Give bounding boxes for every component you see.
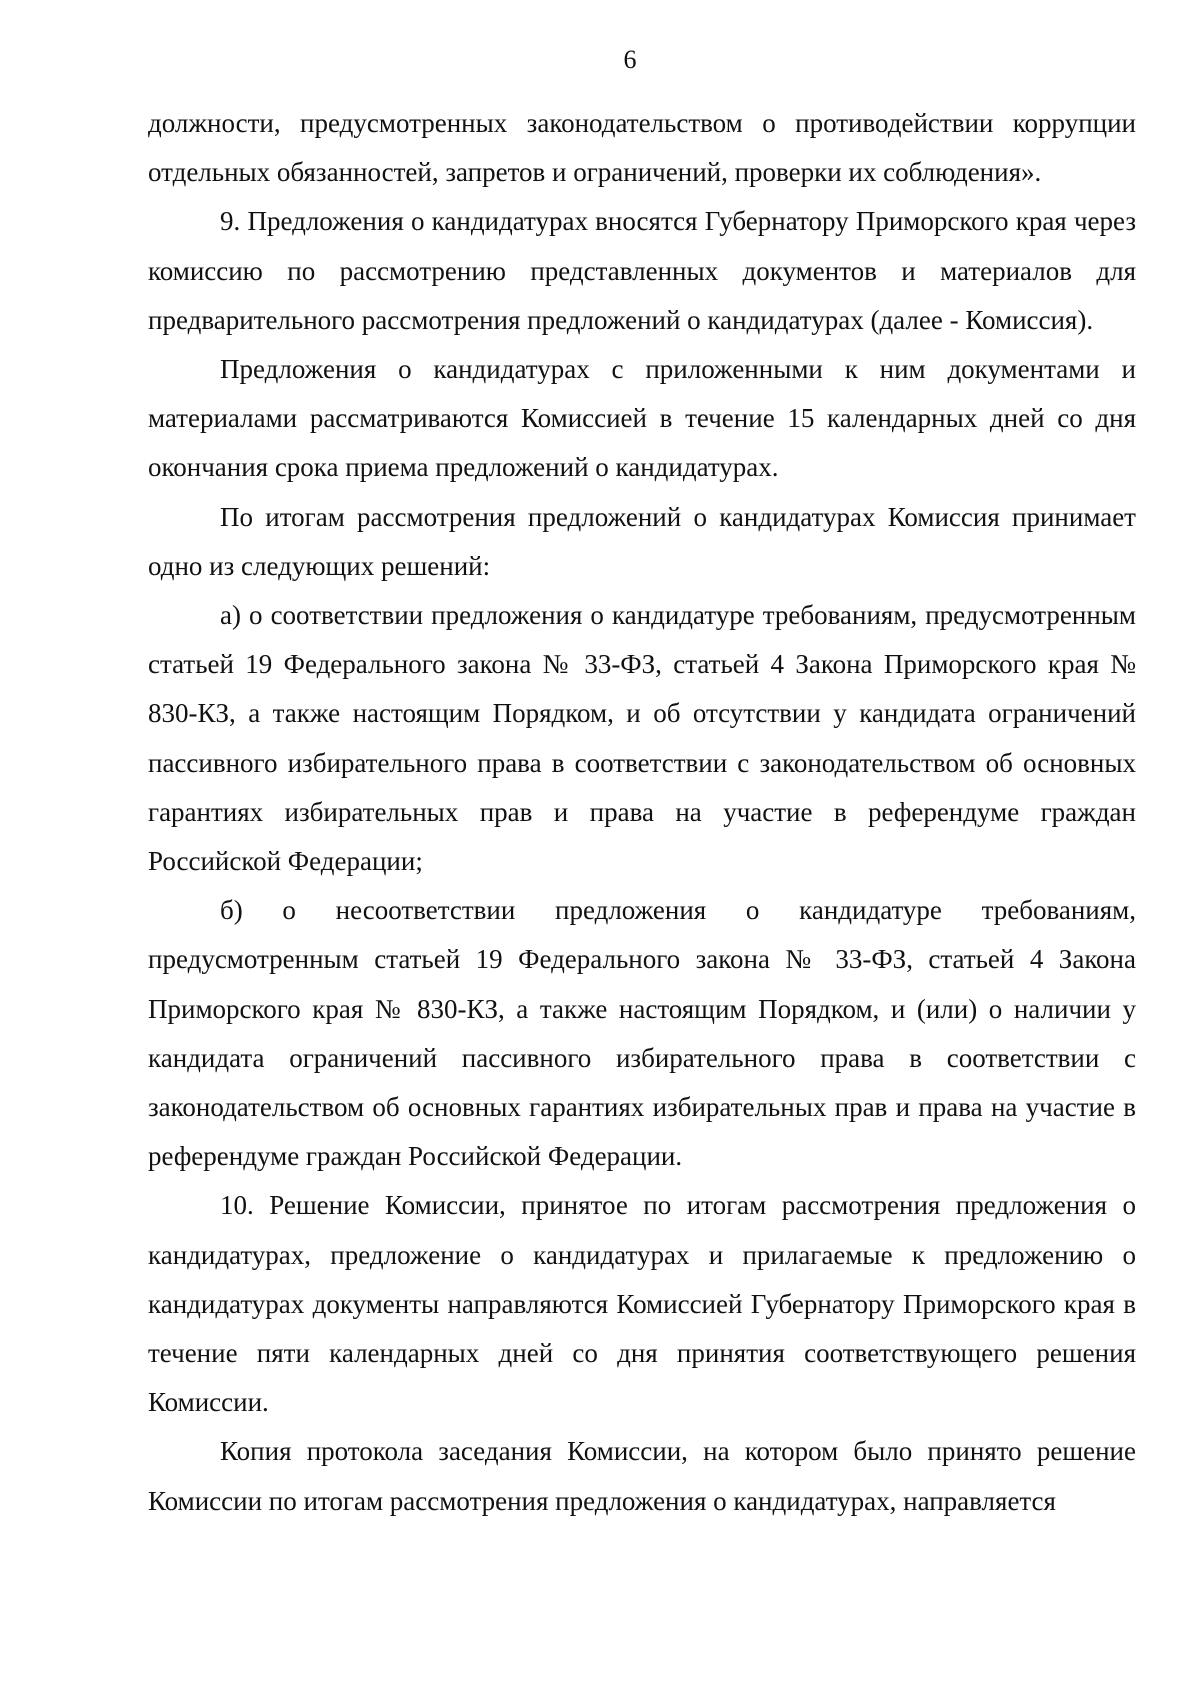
- paragraph-decision-a: а) о соответствии предложения о кандидатуре требованиям, предусмотренным статьей 19 Федерального закона № 33-ФЗ, статьей 4 Закона Приморского края № 830-КЗ, а также настоящим Порядком, и об отсутствии у кандидата ограничений пассивного избирательного права в соответствии с законодательством об основных гарантиях избирательных прав и права на участие в референдуме граждан Российской Федерации;: [148, 600, 1136, 877]
- document-body: [148, 99, 1136, 1526]
- paragraph-continuation: должности, предусмотренных законодательством о противодействии коррупции отдельных обязанностей, запретов и ограничений, проверки их соблюдения».: [148, 108, 1136, 188]
- page-number: 6: [623, 45, 637, 74]
- paragraph-item-9: 9. Предложения о кандидатурах вносятся Губернатору Приморского края через комиссию по рассмотрению представленных документов и материалов для предварительного рассмотрения предложений о кандидатурах (далее - Комиссия).: [148, 206, 1136, 335]
- paragraph-item-10: 10. Решение Комиссии, принятое по итогам рассмотрения предложения о кандидатурах, предложение о кандидатурах и прилагаемые к предложению о кандидатурах документы направляются Комиссией Губернатору Приморского края в течение пяти календарных дней со дня принятия соответствующего решения Комиссии.: [148, 1190, 1136, 1418]
- paragraph-decision-b: б) о несоответствии предложения о кандидатуре требованиям, предусмотренным статьей 19 Федерального закона № 33-ФЗ, статьей 4 Закона Приморского края № 830-КЗ, а также настоящим Порядком, и (или) о наличии у кандидата ограничений пассивного избирательного права в соответствии с законодательством об основных гарантиях избирательных прав и права на участие в референдуме граждан Российской Федерации.: [148, 895, 1136, 1172]
- paragraph-decisions-intro: По итогам рассмотрения предложений о кандидатурах Комиссия принимает одно из следующих решений:: [148, 501, 1136, 581]
- paragraph-protocol-copy: Копия протокола заседания Комиссии, на котором было принято решение Комиссии по итогам рассмотрения предложения о кандидатурах, направляется: [148, 1436, 1136, 1516]
- paragraph-review-period: Предложения о кандидатурах с приложенными к ним документами и материалами рассматриваются Комиссией в течение 15 календарных дней со дня окончания срока приема предложений о кандидатурах.: [148, 354, 1136, 483]
